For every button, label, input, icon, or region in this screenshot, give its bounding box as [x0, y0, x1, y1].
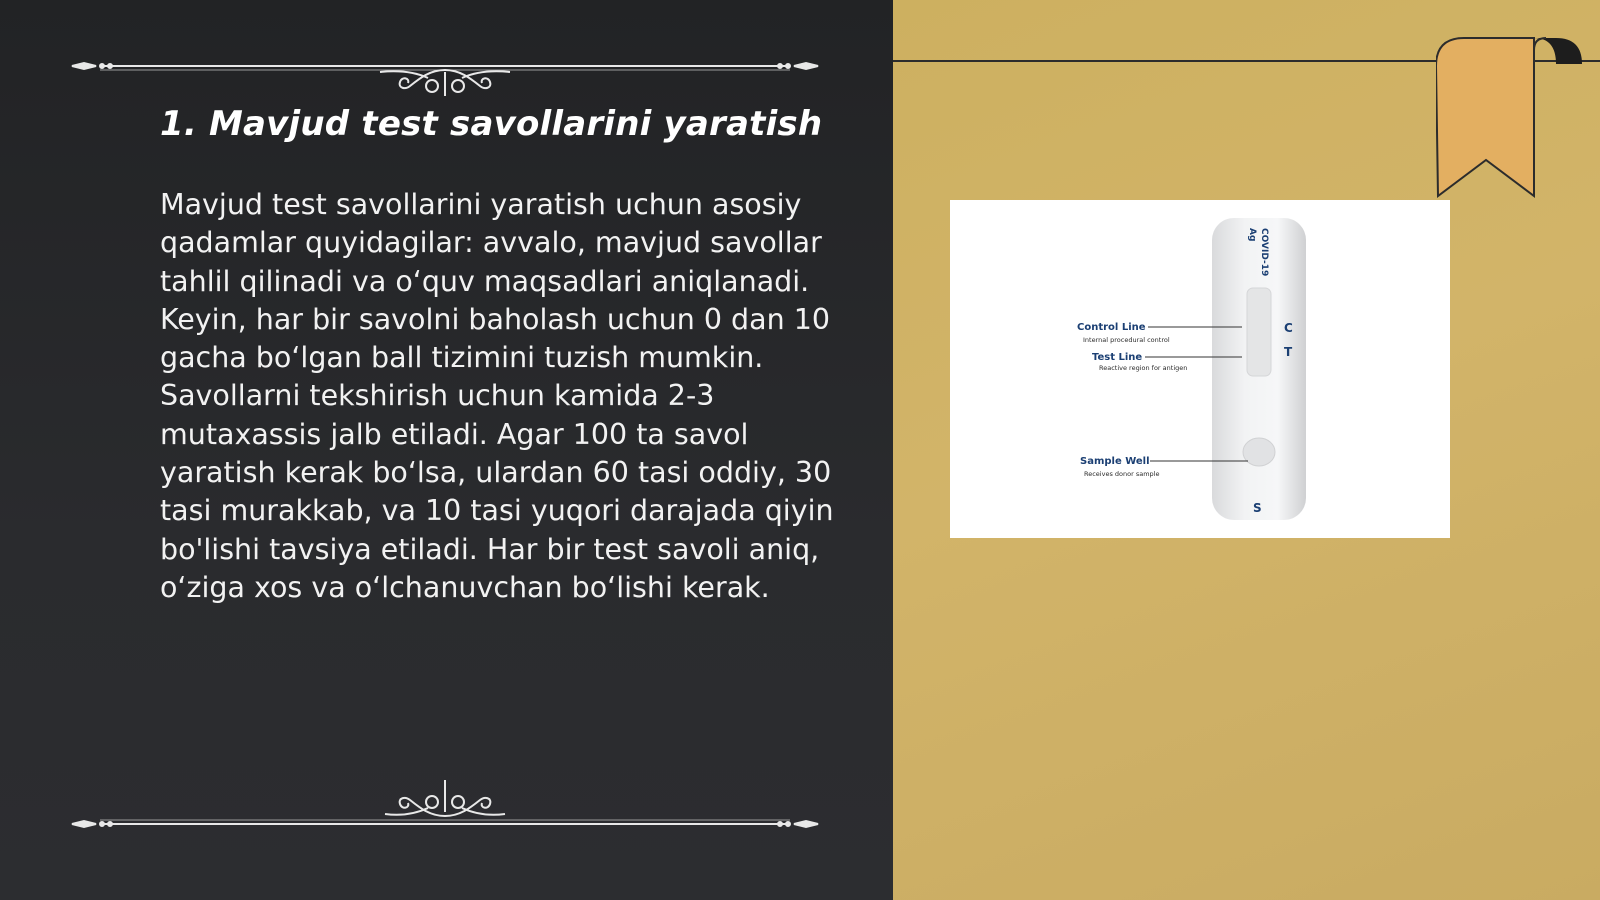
slide-title: 1. Mavjud test savollarini yaratish	[160, 104, 823, 144]
mark-c: C	[1284, 321, 1293, 335]
bottom-ornament-divider-icon	[60, 772, 830, 832]
test-line-label: Test Line	[1092, 352, 1143, 363]
mark-s: S	[1253, 501, 1262, 515]
device-label-line2: Ag	[1247, 228, 1257, 242]
test-line-sublabel: Reactive region for antigen	[1099, 364, 1188, 372]
device-label-line1: COVID-19	[1259, 228, 1269, 277]
bookmark-icon	[1436, 36, 1586, 198]
sample-well-sublabel: Receives donor sample	[1084, 470, 1160, 478]
result-window	[1247, 288, 1271, 376]
control-line-sublabel: Internal procedural control	[1083, 336, 1170, 344]
slide-body-text: Mavjud test savollarini yaratish uchun asosiy qadamlar quyidagilar: avvalo, mavjud savollar tahlil qilinadi va o‘quv maqsadlari aniqlanadi. Keyin, har bir savolni baholash uchun 0 dan 10 gacha bo‘lgan ball tizimini tuzish mumkin. Savollarni tekshirish uchun kamida 2-3 mutaxassis jalb etiladi. Agar 100 ta savol yaratish kerak bo‘lsa, ulardan 60 tasi oddiy, 30 tasi murakkab, va 10 tasi yuqori darajada qiyin bo'lishi tavsiya etiladi. Har bir test savoli aniq, o‘ziga xos va o‘lchanuvchan bo‘lishi kerak.	[160, 188, 834, 604]
sample-well	[1243, 438, 1275, 466]
control-line-label: Control Line	[1077, 322, 1146, 333]
mark-t: T	[1284, 345, 1293, 359]
sample-well-label: Sample Well	[1080, 456, 1150, 467]
top-ornament-divider-icon	[60, 36, 830, 96]
figure-card	[950, 200, 1450, 538]
rapid-test-diagram	[950, 200, 1450, 538]
